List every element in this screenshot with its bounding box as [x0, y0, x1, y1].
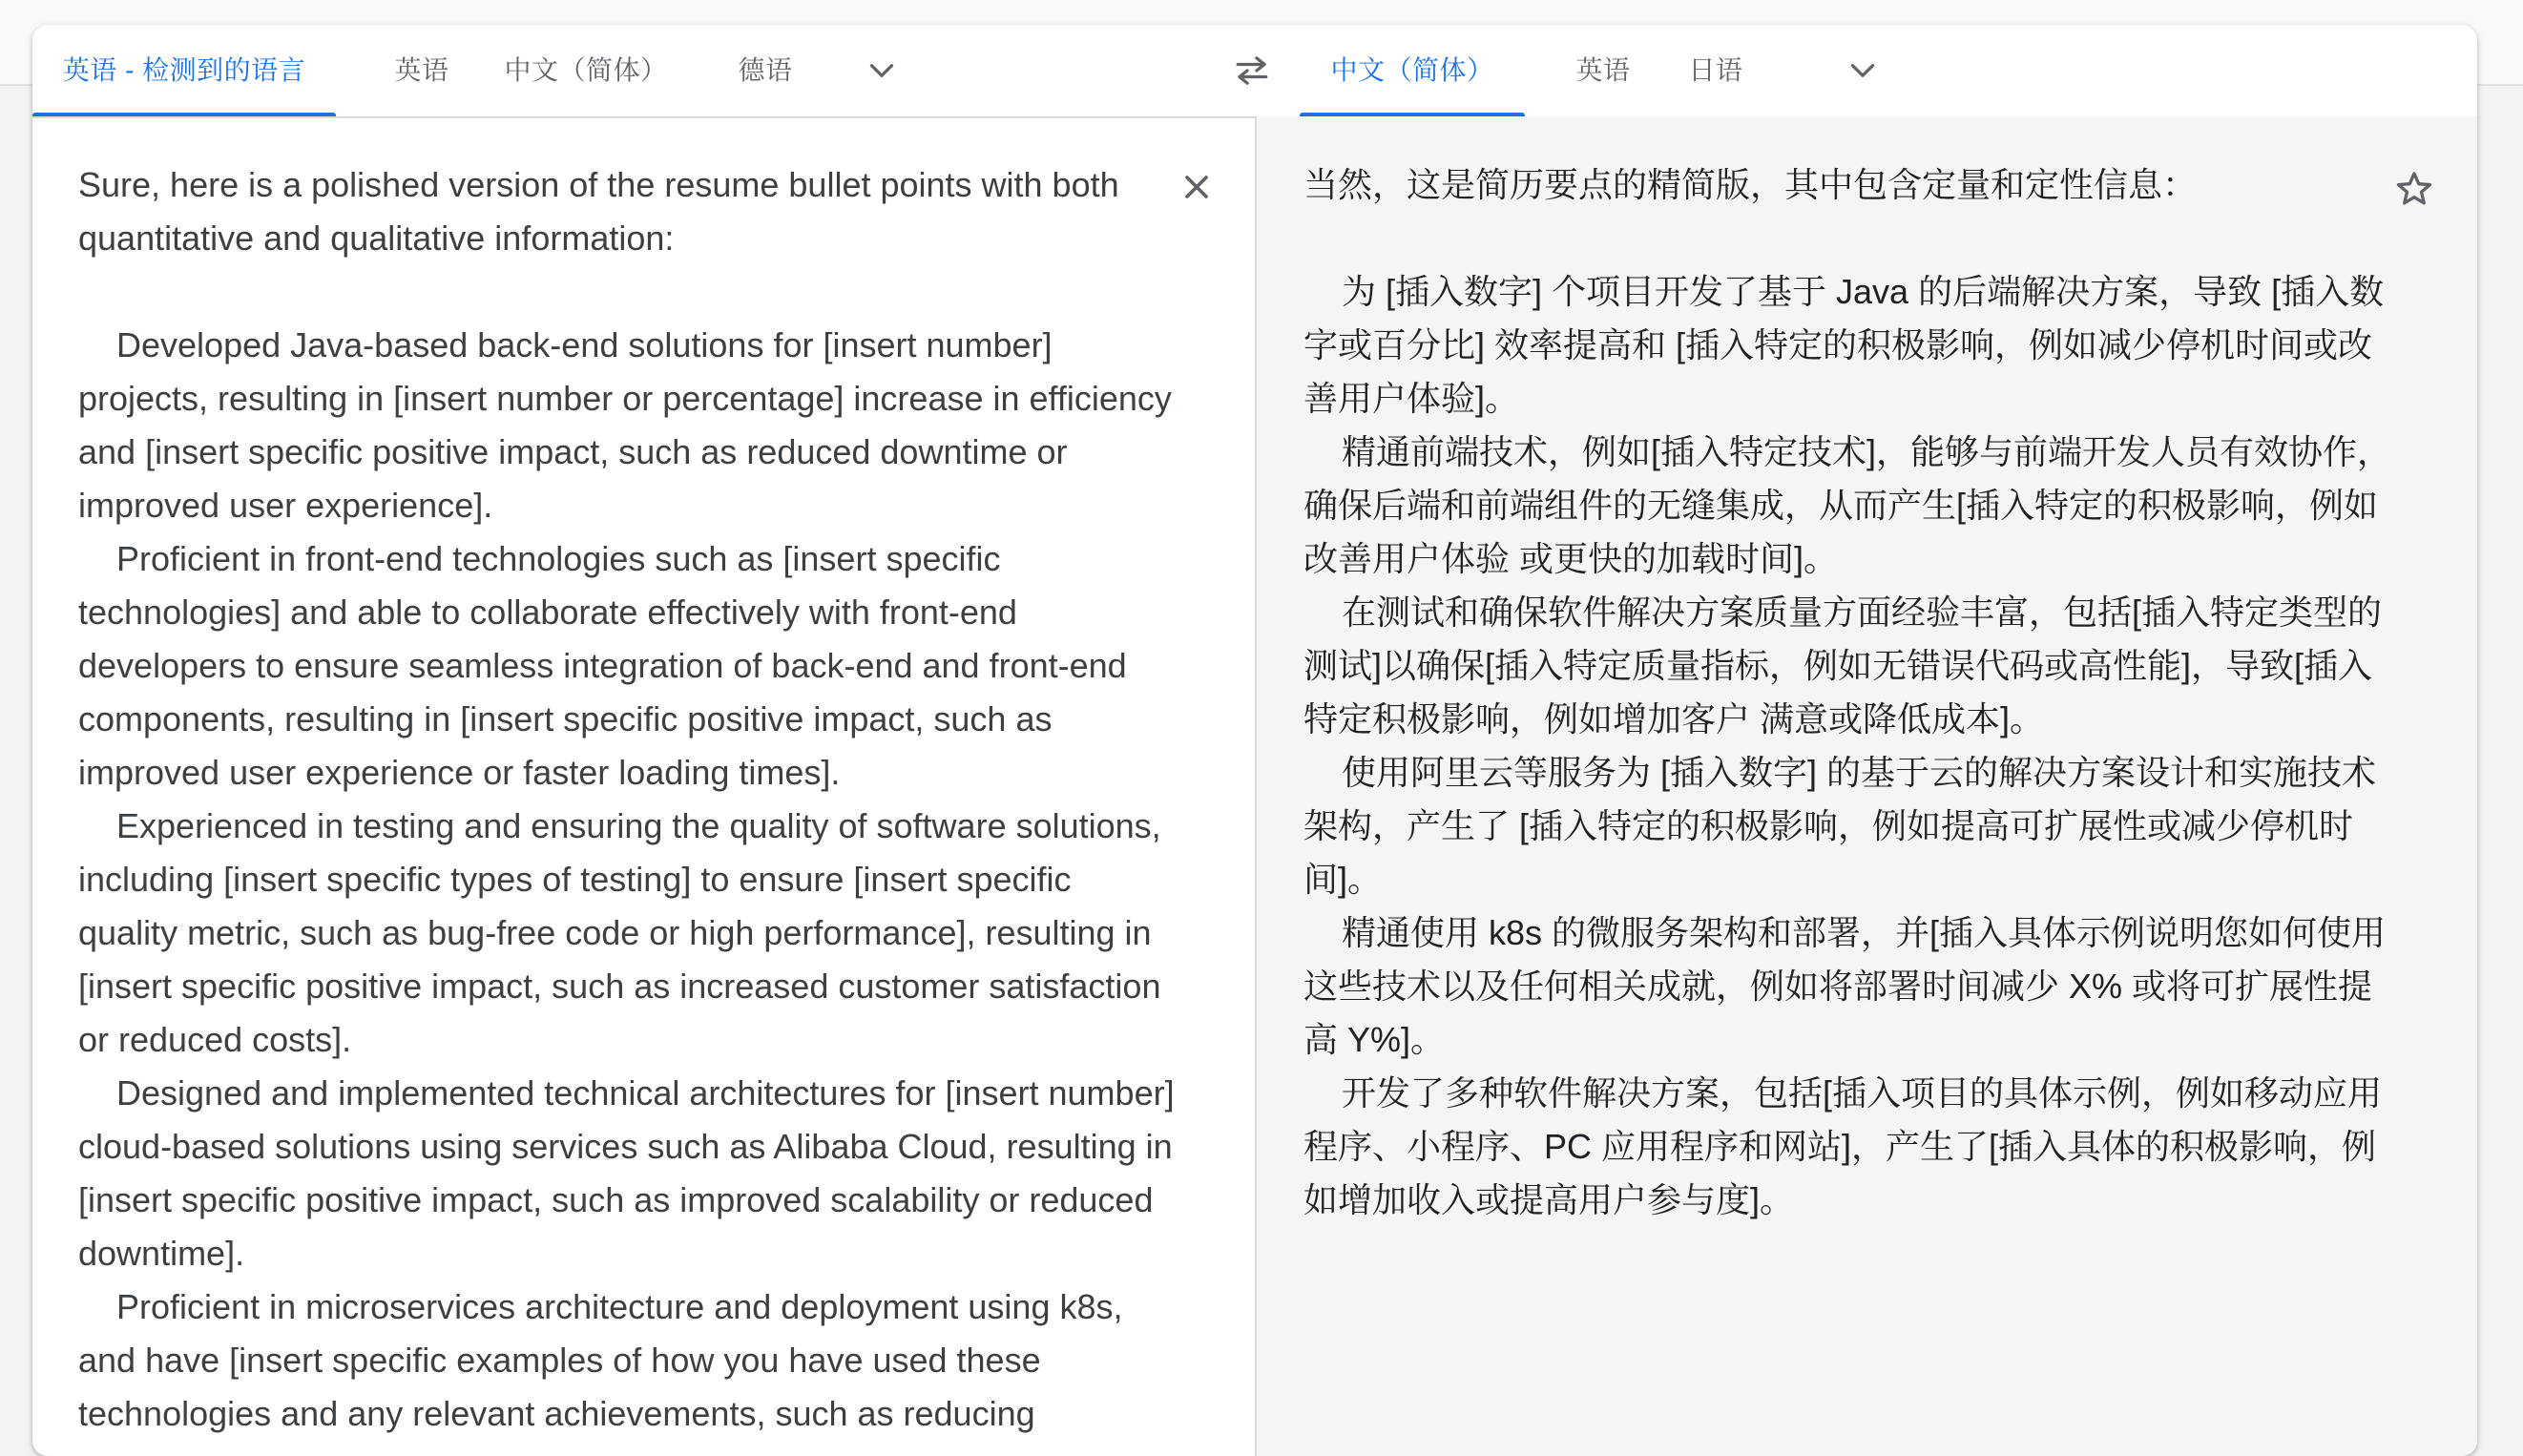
tab-label: 日语: [1688, 55, 1743, 85]
tab-label: 英语 - 检测到的语言: [62, 55, 306, 85]
chevron-down-icon[interactable]: [1845, 53, 1880, 88]
tab-source-detected-english[interactable]: [32, 25, 336, 116]
tab-target-chinese-simplified[interactable]: [1300, 25, 1525, 116]
chevron-down-icon[interactable]: [865, 53, 899, 88]
tab-target-japanese[interactable]: [1662, 25, 1769, 116]
swap-icon[interactable]: [1233, 53, 1271, 88]
tab-target-english[interactable]: [1550, 25, 1657, 116]
tab-label: 英语: [1575, 55, 1631, 85]
star-icon[interactable]: [2393, 168, 2435, 210]
panel-divider: [1255, 116, 1257, 1456]
tab-source-chinese-simplified[interactable]: [481, 25, 691, 116]
tab-source-english[interactable]: [357, 25, 487, 116]
tab-label: 中文（简体）: [504, 55, 668, 85]
translation-output: 当然，这是简历要点的精简版，其中包含定量和定性信息： 为 [插入数字] 个项目开发了基于 Java 的后端解决方案，导致 [插入数字或百分比] 效率提高和 [插入特定的积极影响，例如减少停机时间或改善用户体验]。 精通前端技术，例如[插入特定技术]，能够与前端开发人员有效协作，确保后端和前端组件的无缝集成，从而产生[插入特定的积极影响，例如改善用户体验 或更快的加载时间]。 在测试和确保软件解决方案质量方面经验丰富，包括[插入特定类型的测试]以确保[插入特定质量指标，例如无错误代码或高性能]，导致[插入特定积极影响，例如增加客户 满意或降低成本]。 使用阿里云等服务为 [插入数字] 的基于云的解决方案设计和实施技术架构，产生了 [插入特定的积极影响，例如提高可扩展性或减少停机时间]。 精通使用 k8s 的微服务架构和部署，并[插入具体示例说明您如何使用这些技术以及任何相关成就，例如将部署时间减少 X% 或将可扩展性提高 Y%]。 开发了多种软件解决方案，包括[插入项目的具体示例，例如移动应用程序、小程序、PC 应用程序和网站]，产生了[插入具体的积极影响，例如增加收入或提高用户参与度]。: [1303, 165, 2392, 1219]
source-text-input[interactable]: Sure, here is a polished version of the resume bullet points with both quantitative and qualitative information: Developed Java-based back-end solutions for [insert number] projects, resulting in [insert number or percentage] increase in efficiency and [insert specific positive impact, such as reduced downtime or improved user experience]. Proficient in front-end technologies such as [insert specific technologies] and able to collaborate effectively with front-end developers to ensure seamless integration of back-end and front-end components, resulting in [insert specific positive impact, such as improved user experience or faster loading times]. Experienced in testing and ensuring the quality of software solutions, including [insert specific types of testing] to ensure [insert specific quality metric, such as bug-free code or high performance], resulting in [insert specific positive impact, such as increased customer satisfaction or reduced costs]. Designed and implemented technical architectures for [insert number] cloud-based solutions using services such as Alibaba Cloud, resulting in [insert specific positive impact, such as improved scalability or reduced downtime]. Proficient in microservices architecture and deployment using k8s, and have [insert specific examples of how you have used these technologies and any relevant achievements, such as reducing: [78, 165, 1175, 1433]
tab-label: 中文（简体）: [1330, 55, 1494, 85]
language-bar: [32, 25, 2477, 118]
close-icon[interactable]: [1178, 168, 1216, 206]
tab-label: 英语: [394, 55, 449, 85]
tab-source-german[interactable]: [700, 25, 830, 116]
tab-label: 德语: [738, 55, 793, 85]
translator-card: [32, 25, 2477, 1456]
active-tab-indicator: [32, 113, 336, 116]
